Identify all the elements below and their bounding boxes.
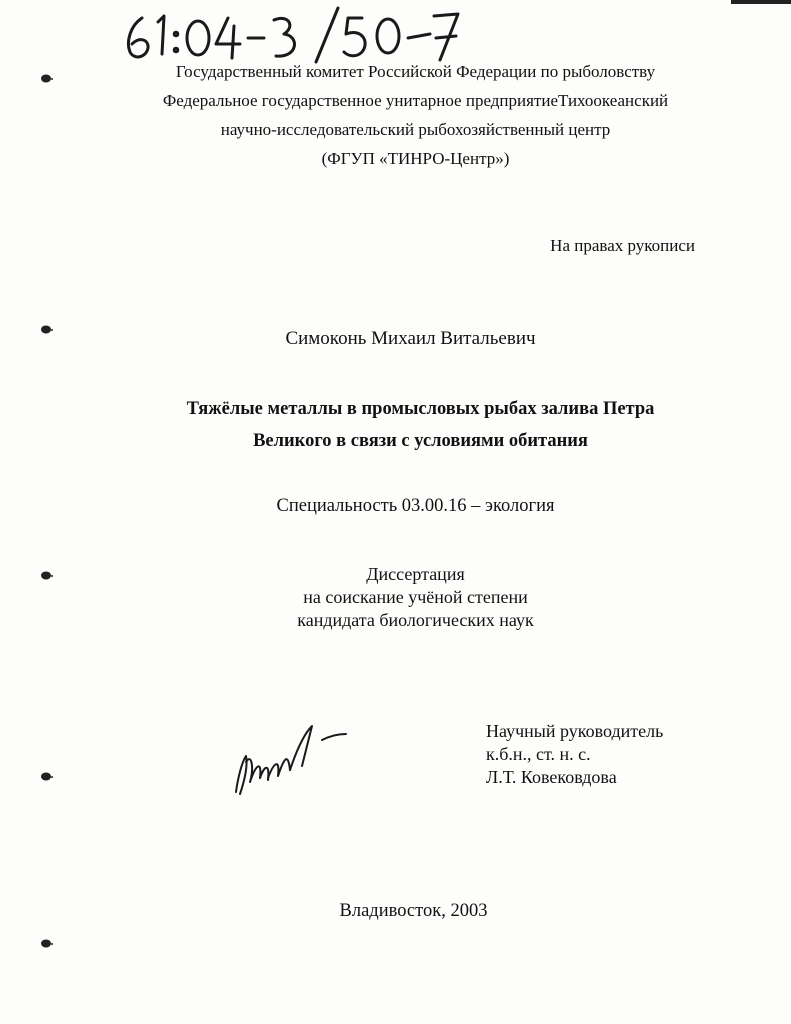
author-name: Симоконь Михаил Витальевич [285, 328, 536, 349]
organization-line: Государственный комитет Российской Федерации по рыболовству [175, 62, 656, 81]
supervisor-info [486, 720, 663, 789]
handwritten-registration-code [118, 4, 463, 64]
supervisor-line: Л.Т. Ковековдова [486, 767, 617, 787]
organization-line: (ФГУП «ТИНРО-Центр») [321, 149, 510, 168]
city-and-year: Владивосток, 2003 [339, 901, 488, 921]
degree-line: Диссертация [366, 564, 465, 584]
title-line: Великого в связи с условиями обитания [253, 431, 588, 451]
title-line: Тяжёлые металлы в промысловых рыбах залива Петра [186, 399, 655, 419]
handwritten-signature [228, 722, 348, 800]
binding-hole-mark [41, 768, 53, 777]
manuscript-rights-note: На правах рукописи [550, 236, 695, 255]
degree-statement [20, 563, 791, 632]
specialty-line: Специальность 03.00.16 – экология [276, 496, 555, 516]
dissertation-title [25, 393, 791, 457]
organization-line: научно-исследовательский рыбохозяйственный центр [220, 120, 611, 139]
degree-line: кандидата биологических наук [297, 610, 534, 630]
organization-line: Федеральное государственное унитарное предприятиеТихоокеанский [162, 91, 669, 110]
degree-line: на соискание учёной степени [303, 587, 528, 607]
handwritten-code-drawing [118, 4, 463, 64]
binding-hole-mark [41, 935, 53, 944]
supervisor-line: к.б.н., ст. н. с. [486, 744, 591, 764]
supervisor-line: Научный руководитель [486, 721, 664, 741]
signature-drawing [228, 722, 348, 800]
organization-header [20, 57, 791, 173]
scan-edge-mark [731, 0, 791, 4]
